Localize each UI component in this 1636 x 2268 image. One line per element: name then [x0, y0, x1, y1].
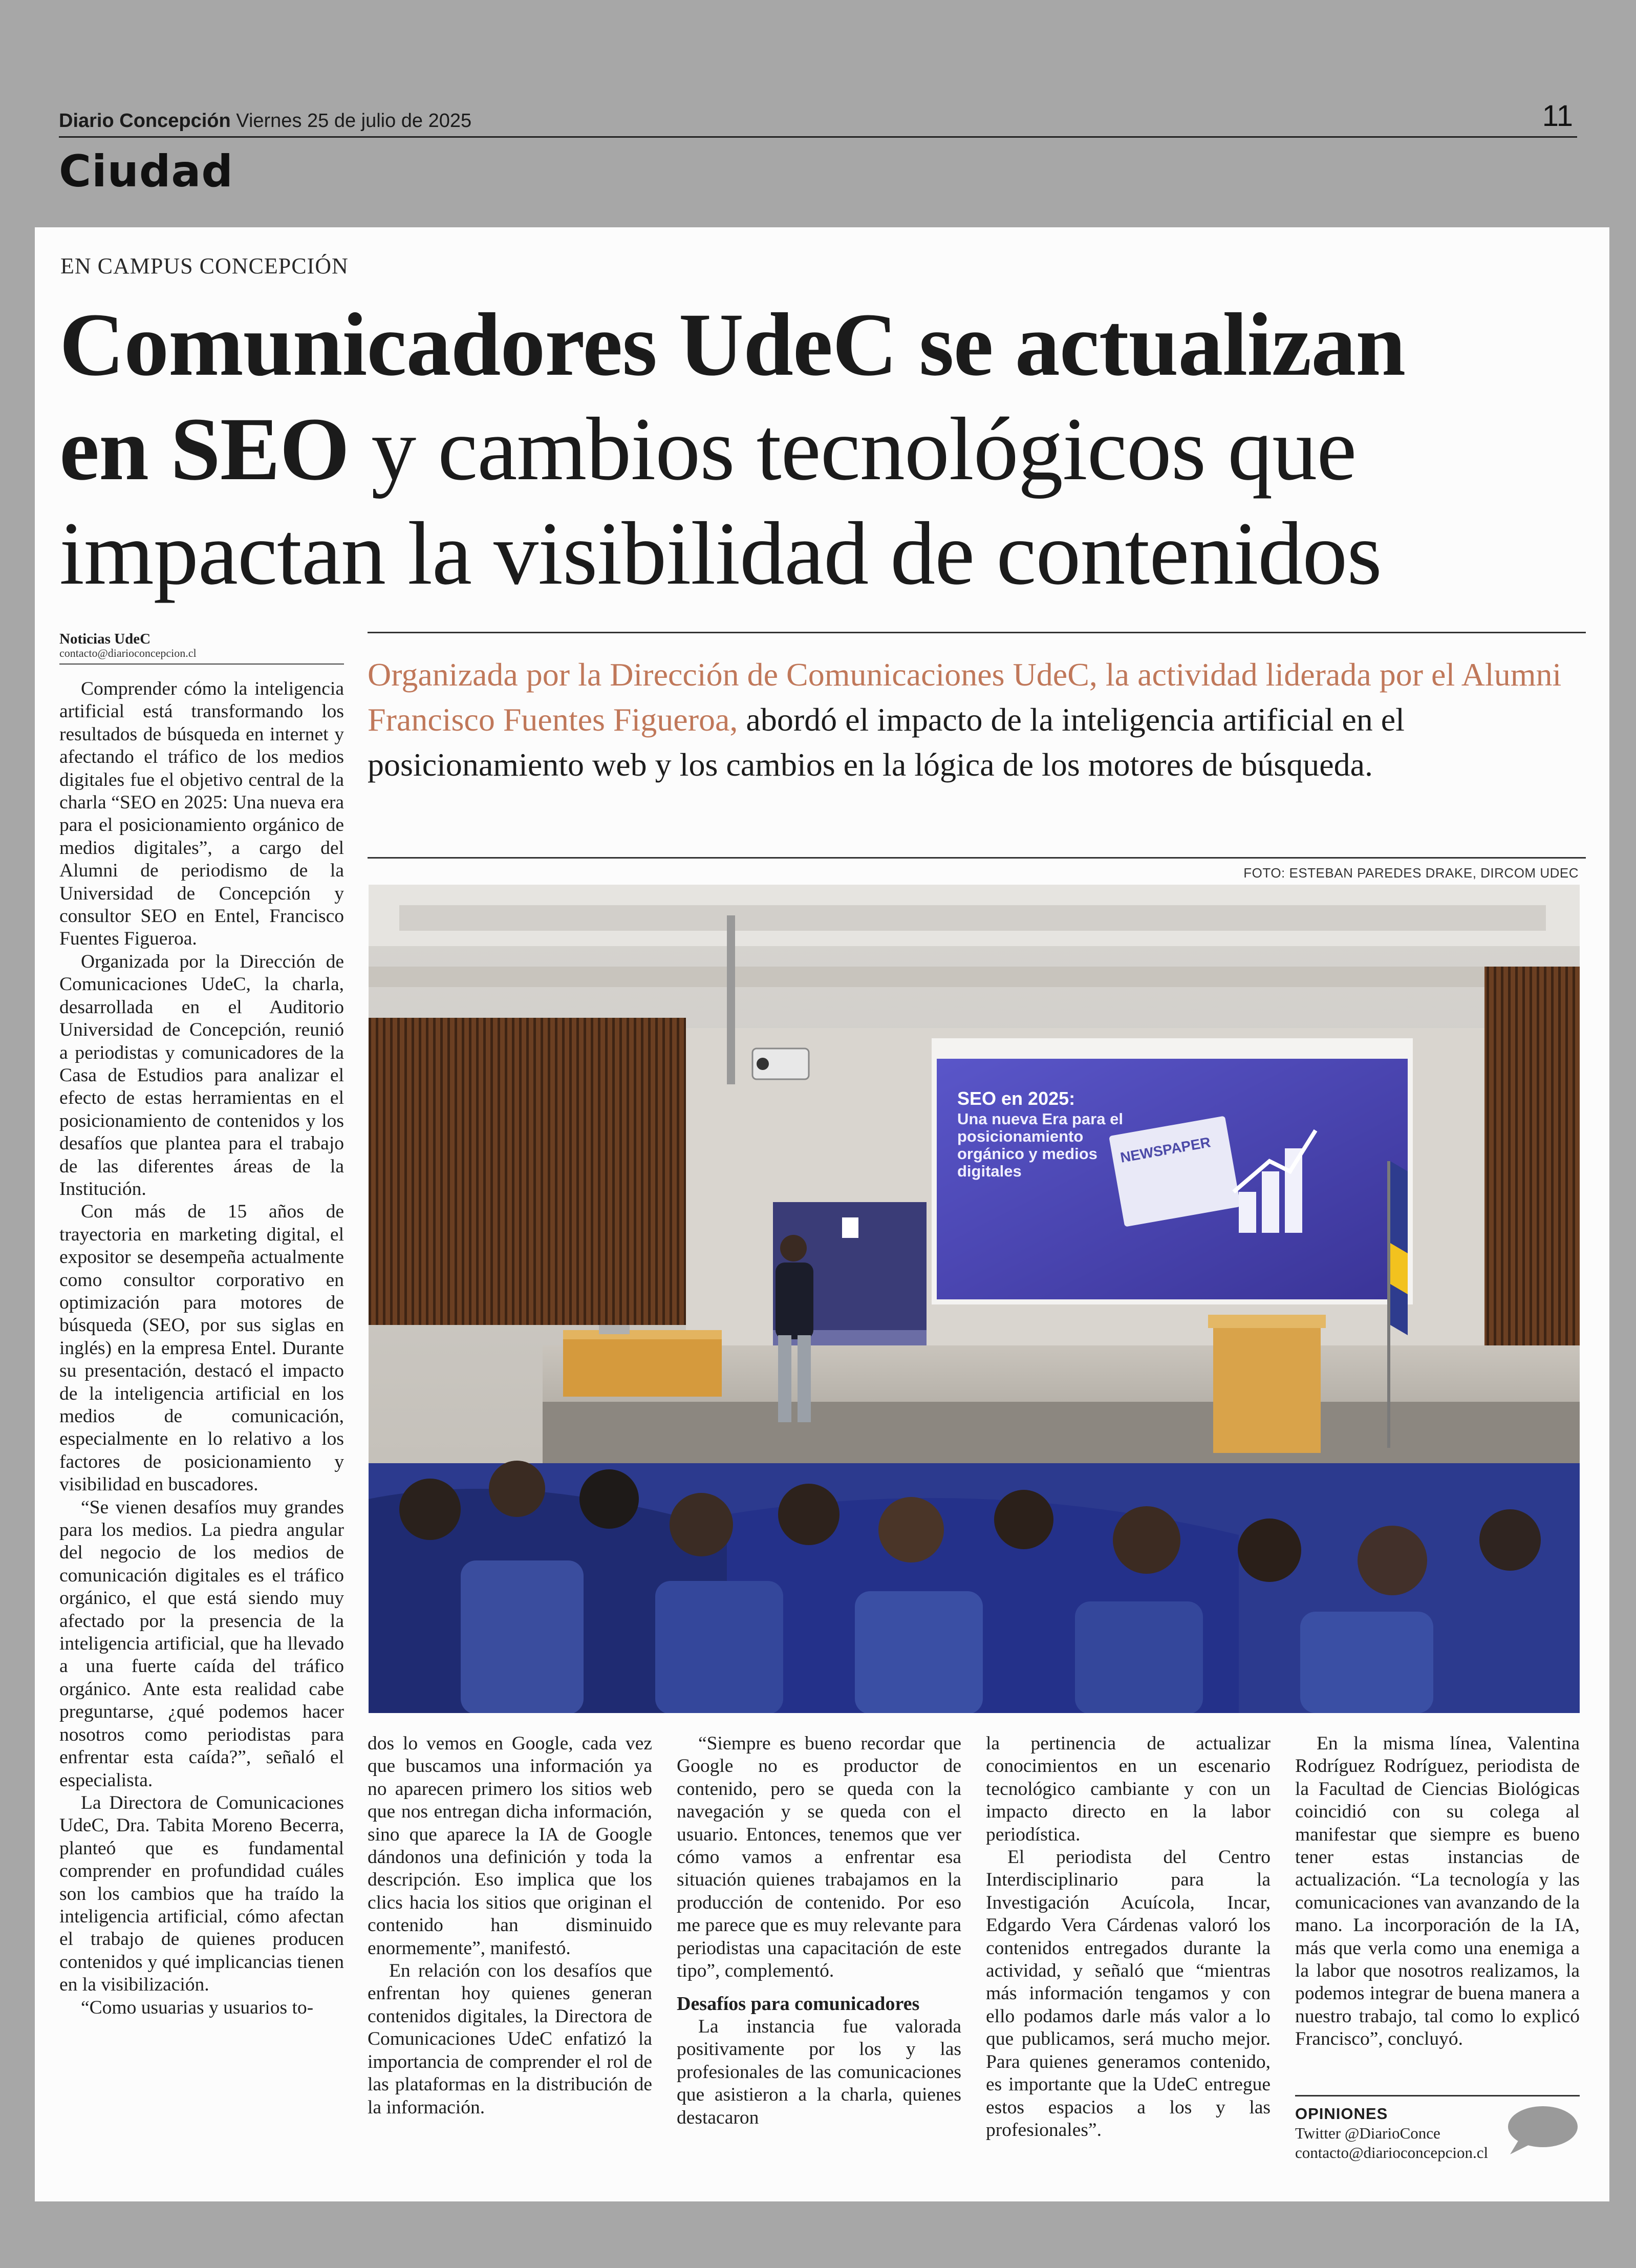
article-page	[35, 227, 1609, 2201]
paragraph: “Como usuarias y usuarios to-	[81, 1997, 314, 2018]
lead-bottom-divider	[368, 857, 1586, 859]
byline-email: contacto@diarioconcepcion.cl	[59, 647, 197, 659]
podium	[1208, 1315, 1326, 1453]
publication-date: Viernes 25 de julio de 2025	[236, 110, 472, 132]
headline-bold-2: en SEO	[59, 399, 350, 499]
headline-bold-1: Comunicadores UdeC se actualizan	[59, 295, 1406, 395]
lead-top-divider	[368, 632, 1586, 633]
projector-icon	[752, 1049, 809, 1079]
publication-line	[59, 110, 471, 132]
opinions-email[interactable]: contacto@diarioconcepcion.cl	[1295, 2144, 1489, 2162]
paragraph: El periodista del Centro Interdisciplinario para la Investigación Acuícola, Incar, Edgardo Vera Cárdenas valoró los contenidos entregados durante la actividad, y señaló que “mientras más información tengamos y con ello podamos darle más valor a lo que publicamos, será mucho mejor. Para quienes generamos contenido, es importante que la UdeC entregue estos espacios a los y las profesionales”.	[986, 1847, 1271, 2141]
byline	[59, 632, 197, 660]
opinions-title: OPINIONES	[1295, 2105, 1388, 2123]
opinions-twitter[interactable]: Twitter @DiarioConce	[1295, 2124, 1440, 2142]
kicker: EN CAMPUS CONCEPCIÓN	[60, 253, 349, 279]
photo-credit: FOTO: ESTEBAN PAREDES DRAKE, DIRCOM UDEC	[1243, 865, 1579, 881]
publication-name: Diario Concepción	[59, 110, 231, 132]
paragraph: En la misma línea, Valentina Rodríguez Rodríguez, periodista de la Facultad de Ciencias Biológicas coincidió con su colega al manifestar que siempre es bueno tener estas instancias de actualización. “La tecnología y las comunicaciones van avanzando de la mano. La incorporación de la IA, más que verla como una enemiga a la labor que nosotros realizamos, la podemos integrar de buena manera a nuestro trabajo, tal como lo explicó Francisco”, concluyó.	[1295, 1733, 1580, 2050]
page-number: 11	[1542, 99, 1573, 133]
paragraph: La instancia fue valorada positivamente por los y las profesionales de las comunicaciones que asistieron a la charla, quienes destacaron	[677, 2016, 961, 2128]
column-1	[59, 678, 344, 2019]
column-4	[986, 1732, 1271, 2142]
audience	[369, 1461, 1580, 1713]
lead-rest: abordó el impacto de la inteligencia artificial en el posicionamiento web y los cambios en la lógica de los motores de búsqueda.	[368, 701, 1405, 783]
headline	[59, 293, 1585, 606]
paragraph: Con más de 15 años de trayectoria en marketing digital, el expositor se desempeña actualmente como consultor corporativo en optimización para motores de búsqueda (SEO, por sus siglas en inglés) en la empresa Entel. Durante su presentación, destacó el impacto de la inteligencia artificial en los medios de comunicación, especialmente en lo relativo a los factores de posicionamiento y visibilidad en buscadores.	[59, 1201, 344, 1495]
slide-subtitle-4: digitales	[957, 1162, 1022, 1180]
subhead: Desafíos para comunicadores	[677, 1993, 920, 2015]
paragraph: la pertinencia de actualizar conocimientos en un escenario tecnológico cambiante y con un impacto directo en la labor periodística.	[986, 1733, 1271, 1845]
paragraph: dos lo vemos en Google, cada vez que buscamos una información ya no aparecen primero los sitios web que nos entregan dicha información, sino que aparece la IA de Google dándonos una definición y toda la descripción. Eso implica que los clics hacia los sitios que originan el contenido han disminuido enormemente”, manifestó.	[368, 1733, 652, 1959]
article-photo	[369, 885, 1580, 1713]
paragraph: En relación con los desafíos que enfrentan hoy quienes generan contenidos digitales, la Directora de Comunicaciones UdeC enfatizó la importancia de comprender el rol de las plataformas en la distribución de la información.	[368, 1960, 652, 2118]
lead-highlight: Organizada por la Dirección de Comunicaciones UdeC, la actividad liderada por el Alumni Francisco Fuentes Figueroa,	[368, 656, 1562, 738]
speech-bubble-icon	[1504, 2105, 1579, 2156]
headline-regular-3: impactan la visibilidad de contenidos	[59, 504, 1382, 604]
section-title: Ciudad	[59, 146, 233, 197]
byline-author: Noticias UdeC	[59, 631, 151, 647]
headline-regular-2: y cambios tecnológicos que	[349, 399, 1357, 499]
byline-divider	[59, 664, 344, 665]
masthead	[59, 100, 1577, 138]
slide-title: SEO en 2025:	[957, 1088, 1075, 1109]
paragraph: Comprender cómo la inteligencia artificial está transformando los resultados de búsqueda en internet y afectando el tráfico de los medios digitales fue el objetivo central de la charla “SEO en 2025: Una nueva era para el posicionamiento orgánico de medios digitales”, a cargo del Alumni de periodismo de la Universidad de Concepción y consultor SEO en Entel, Francisco Fuentes Figueroa.	[59, 678, 344, 950]
lead-paragraph	[368, 652, 1586, 787]
paragraph: La Directora de Comunicaciones UdeC, Dra. Tabita Moreno Becerra, planteó que es fundamental comprender en profundidad cuáles son los cambios que ha traído la inteligencia artificial, cómo afectan el trabajo de quienes producen contenidos y qué implicancias tienen en la visibilización.	[59, 1792, 344, 1996]
slide-subtitle-1: Una nueva Era para el	[957, 1110, 1123, 1128]
paragraph: “Siempre es bueno recordar que Google no es productor de contenido, pero se queda con la navegación y se queda con el usuario. Entonces, tenemos que ver cómo vamos a enfrentar esa situación quienes trabajamos en la producción de contenido. Por eso me parece que es muy relevante para periodistas una capacitación de este tipo”, complementó.	[677, 1733, 961, 1982]
column-5	[1295, 1732, 1580, 2051]
column-2	[368, 1732, 652, 2119]
slide-newspaper: NEWSPAPER	[1119, 1134, 1212, 1166]
opinions-divider	[1295, 2095, 1580, 2096]
slide-subtitle-3: orgánico y medios	[957, 1145, 1097, 1163]
slide-subtitle-2: posicionamiento	[957, 1127, 1084, 1145]
paragraph: “Se vienen desafíos muy grandes para los medios. La piedra angular del negocio de los medios de comunicación digitales es el tráfico orgánico, el que está siendo muy afectado por la presencia de la inteligencia artificial, que ha llevado a una fuerte caída del tráfico orgánico. Ante esta realidad cabe preguntarse, ¿qué podemos hacer nosotros como periodistas para enfrentar esta caída?”, señaló el especialista.	[59, 1496, 344, 1791]
lectern	[563, 1325, 722, 1397]
paragraph: Organizada por la Dirección de Comunicaciones UdeC, la charla, desarrollada en el Auditorio Universidad de Concepción, reunió a periodistas y comunicadores de la Casa de Estudios para analizar el efecto de estas herramientas en el posicionamiento de contenidos y los desafíos que plantea para el trabajo de las diferentes áreas de la Institución.	[59, 951, 344, 1200]
column-3	[677, 1732, 961, 2129]
opinions-box	[1295, 2104, 1488, 2163]
